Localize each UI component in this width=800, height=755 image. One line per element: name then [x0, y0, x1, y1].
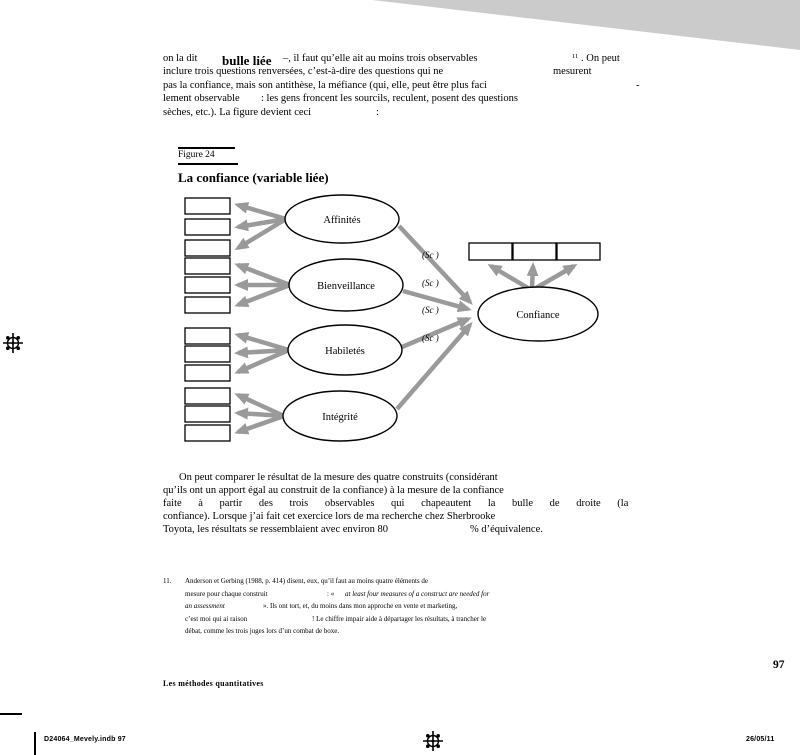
sc-label: (Sc ) — [422, 278, 439, 288]
indicator-box — [185, 258, 230, 274]
text-run: - — [636, 80, 640, 91]
observable-box — [557, 243, 600, 260]
footnote-line-1 — [163, 577, 613, 589]
text-run: confiance). Lorsque j’ai fait cet exercice lors de ma recherche chez Sherbrooke — [163, 511, 496, 522]
text-run: c’est moi qui ai raison — [185, 615, 248, 623]
text-run: On peut comparer le résultat de la mesure des quatre construits (considérant — [179, 472, 498, 483]
body-line-2 — [163, 485, 641, 498]
page-number: 97 — [773, 659, 785, 671]
indicator-box — [185, 406, 230, 422]
body-line-3 — [163, 498, 641, 511]
indicator-box — [185, 297, 230, 313]
registration-mark-icon — [3, 333, 23, 353]
body-line-1 — [163, 472, 641, 485]
figure-label-rule-top — [178, 147, 235, 149]
indicator-box — [185, 425, 230, 441]
indicator-box — [185, 388, 230, 404]
text-run: . On peut — [581, 53, 620, 64]
text-run: débat, comme les trois juges lors d’un combat de boxe. — [185, 627, 340, 635]
indicator-box — [185, 365, 230, 381]
intro-line-3 — [163, 80, 641, 93]
print-file-info: D24064_Mevely.indb 97 — [44, 736, 126, 743]
sc-label: (Sc ) — [422, 333, 439, 343]
figure-label: Figure 24 — [178, 150, 215, 160]
footnote-line-4 — [163, 615, 613, 627]
text-run: lement observable — [163, 93, 240, 104]
indicator-box — [185, 198, 230, 214]
indicator-box — [185, 346, 230, 362]
indicator-box — [185, 328, 230, 344]
text-run: pas la confiance, mais son antithèse, la méfiance (qui, elle, peut être plus faci — [163, 80, 487, 91]
footnote-line-3 — [163, 602, 613, 614]
figure-title: La confiance (variable liée) — [178, 170, 329, 185]
construct-label: Intégrité — [322, 412, 358, 423]
construct-label: Bienveillance — [317, 281, 375, 292]
footnote-line-5 — [163, 627, 613, 639]
text-run: : les gens froncent les sourcils, reculent, posent des questions — [261, 93, 518, 104]
text-run: : « — [327, 590, 335, 598]
intro-line-5 — [163, 107, 641, 120]
footnote-line-2 — [163, 590, 613, 602]
sc-label: (Sc ) — [422, 250, 439, 260]
intro-line-1 — [163, 53, 641, 66]
indicator-boxes — [185, 198, 230, 441]
outcome-label: Confiance — [516, 310, 560, 321]
intro-line-4 — [163, 93, 641, 106]
footnote-ref: 11 — [572, 53, 579, 60]
indicator-box — [185, 219, 230, 235]
text-run-italic: an assessment — [185, 602, 225, 610]
observable-boxes — [469, 243, 600, 260]
text-run: –, il faut qu’elle ait au moins trois observables — [283, 53, 478, 64]
page-curl-corner — [372, 0, 800, 50]
text-run: Anderson et Gerbing (1988, p. 414) disent, eux, qu’il faut au moins quatre éléments de — [185, 577, 428, 585]
text-run: inclure trois questions renversées, c’est-à-dire des questions qui ne — [163, 66, 444, 77]
body-line-5 — [163, 524, 641, 537]
text-run: qu’ils ont un apport égal au construit de la confiance) à la mesure de la confiance — [163, 485, 504, 496]
running-footer: Les méthodes quantitatives — [163, 679, 264, 688]
text-run: % d’équivalence. — [470, 524, 543, 535]
text-run: mesurent — [553, 66, 592, 77]
body-line-4 — [163, 511, 641, 524]
text-run-italic: at least four measures of a construct are needed for — [345, 590, 490, 598]
text-run: sèches, etc.). La figure devient ceci — [163, 107, 312, 118]
text-run: ! Le chiffre impair aide à départager les résultats, à trancher le — [312, 615, 487, 623]
text-run: Toyota, les résultats se ressemblaient avec environ 80 — [163, 524, 388, 535]
footnote-marker: 11. — [163, 577, 172, 585]
sc-label: (Sc ) — [422, 305, 439, 315]
text-run: on la dit — [163, 53, 198, 64]
print-date: 26/05/11 — [746, 736, 775, 743]
intro-line-2 — [163, 66, 641, 79]
text-run: faite à partir des trois observables qui chapeautent la bulle de droite (la — [163, 498, 629, 509]
path-diagram — [178, 192, 608, 482]
construct-label: Affinités — [323, 215, 361, 226]
registration-mark-icon — [423, 731, 443, 751]
text-run: : — [376, 107, 379, 118]
text-run-bold: bulle liée — [222, 53, 272, 68]
figure-label-rule-bottom — [178, 163, 238, 165]
indicator-box — [185, 277, 230, 293]
text-run: mesure pour chaque construit — [185, 590, 268, 598]
observable-box — [469, 243, 512, 260]
crop-mark — [34, 732, 36, 755]
text-run: ». Ils ont tort, et, du moins dans mon approche en vente et marketing, — [263, 602, 458, 610]
construct-label: Habiletés — [325, 346, 365, 357]
observable-box — [513, 243, 556, 260]
crop-mark — [0, 713, 22, 715]
indicator-box — [185, 240, 230, 256]
